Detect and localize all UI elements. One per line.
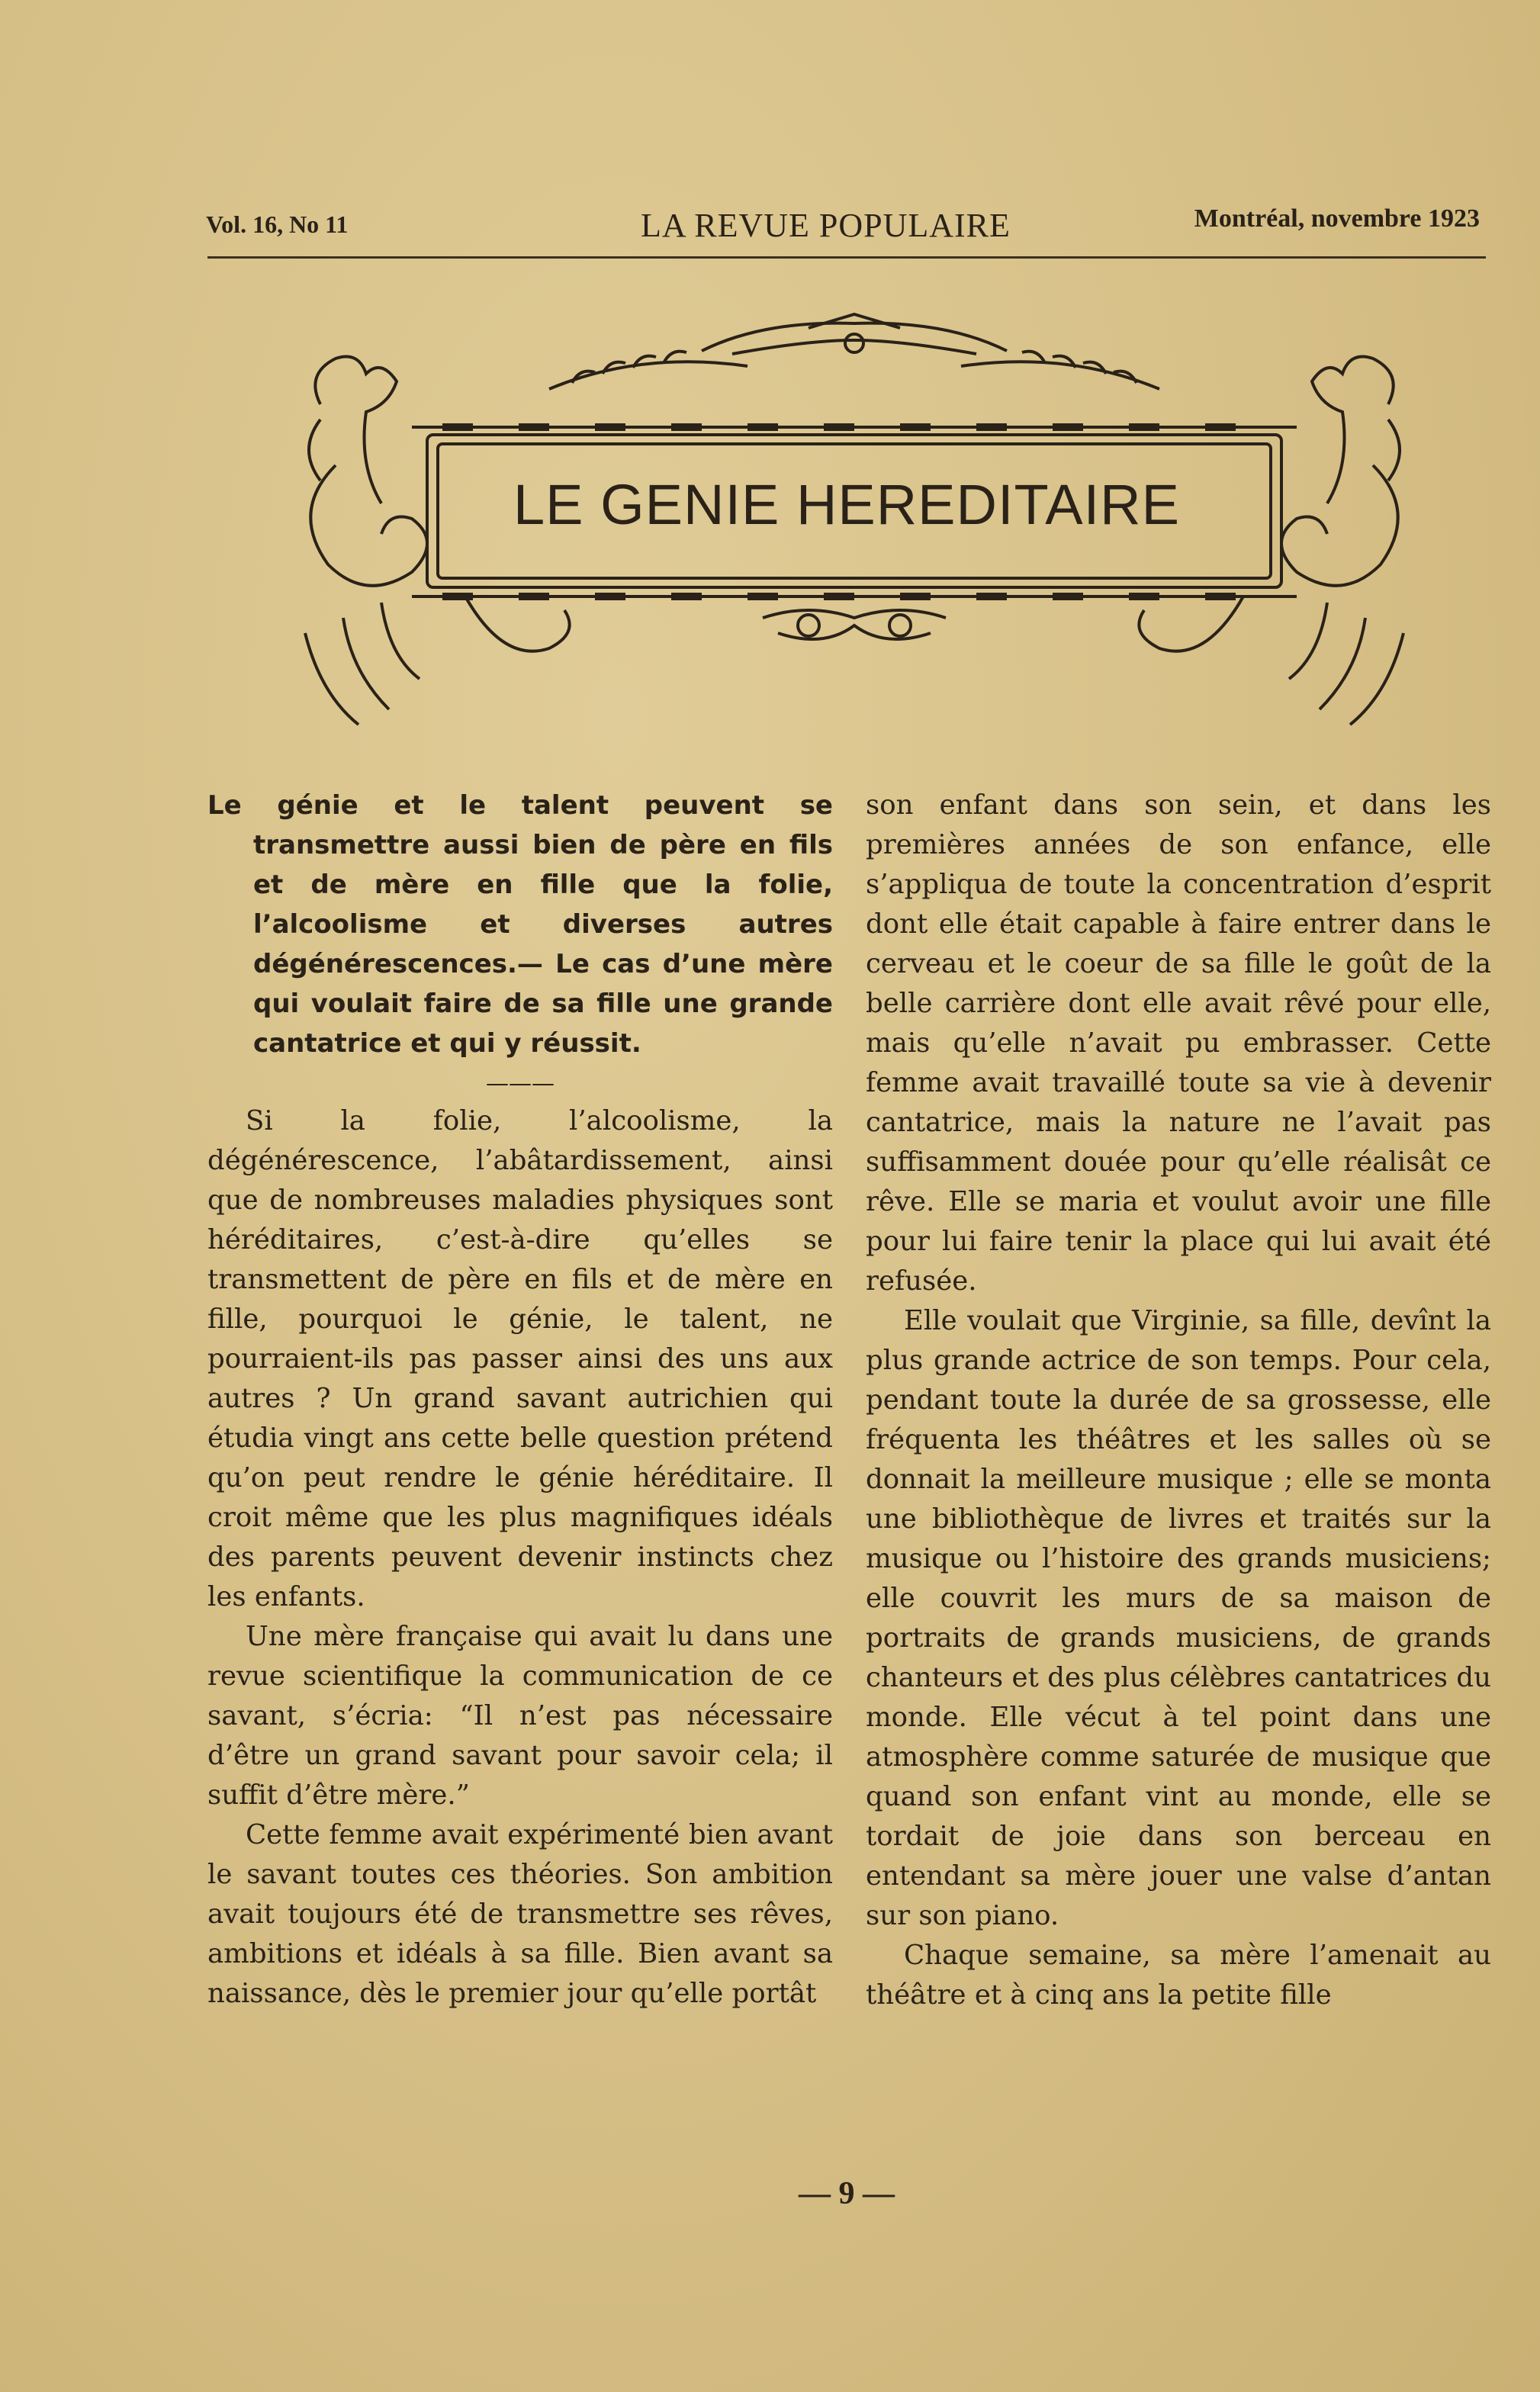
publication-title: LA REVUE POPULAIRE [641,207,1011,244]
paragraph: Si la folie, l’alcoolisme, la dégénérescence, l’abâtardissement, ainsi que de nombreuses maladies physiques sont héréditaires, c’est-à-dire qu’elles se transmettent de père en fils et de mère en fille, pourquoi le génie, le talent, ne pourraient-ils pas passer ainsi des uns aux autres ? Un grand savant autrichien qui étudia vingt ans cette belle question prétend qu’on peut rendre le génie héréditaire. Il croit même que les plus magnifiques idéals des parents peuvent devenir instincts chez les enfants. [207,1105,833,1612]
page-number: — 9 — [799,2176,895,2211]
header-rule [207,256,1486,259]
separator: ——— [486,1070,555,1097]
right-column [866,786,1491,2015]
paragraph: Chaque semaine, sa mère l’amenait au théâtre et à cinq ans la petite fille [866,1940,1491,2011]
volume-number: Vol. 16, No 11 [206,211,349,238]
paragraph: Une mère française qui avait lu dans une revue scientifique la communication de ce savant, s’écria: “Il n’est pas nécessaire d’être un grand savant pour savoir cela; il suffit d’être mère.” [207,1621,833,1811]
paragraph: Cette femme avait expérimenté bien avant le savant toutes ces théories. Son ambition avait toujours été de transmettre ses rêves, ambitions et idéals à sa fille. Bien avant sa naissance, dès le premier jour qu’elle portât [207,1819,833,2009]
article-title: LE GENIE HEREDITAIRE [513,473,1180,536]
paragraph: son enfant dans son sein, et dans les premières années de son enfance, elle s’appliqua de toute la concentration d’esprit dont elle était capable à faire entrer dans le cerveau et le coeur de sa fille le goût de la belle carrière dont elle avait rêvé pour elle, mais qu’elle n’avait pu embrasser. Cette femme avait travaillé toute sa vie à devenir cantatrice, mais la nature ne l’avait pas suffisamment douée pour qu’elle réalisât ce rêve. Elle se maria et voulut avoir une fille pour lui faire tenir la place qui lui avait été refusée. [866,789,1491,1297]
dateline: Montréal, novembre 1923 [1194,204,1480,233]
left-column [207,786,833,2014]
article-intro: Le génie et le talent peuvent se transmettre aussi bien de père en fils et de mère en fille que la folie, l’alcoolisme et diverses autres dégénérescences.— Le cas d’une mère qui voulait faire de sa fille une grande cantatrice et qui y réussit. [207,790,833,1059]
running-header [206,200,1487,246]
paragraph: Elle voulait que Virginie, sa fille, devînt la plus grande actrice de son temps. Pour cela, pendant toute la durée de sa grossesse, elle fréquenta les théâtres et les salles où se donnait la meilleure musique ; elle se monta une bibliothèque de livres et traités sur la musique ou l’histoire des grands musiciens; elle couvrit les murs de sa maison de portraits de grands musiciens, de grands chanteurs et des plus célèbres cantatrices du monde. Elle vécut à tel point dans une atmosphère comme saturée de musique que quand son enfant vint au monde, elle se tordait de joie dans son berceau en entendant sa mère jouer une valse d’antan sur son piano. [866,1305,1491,1931]
